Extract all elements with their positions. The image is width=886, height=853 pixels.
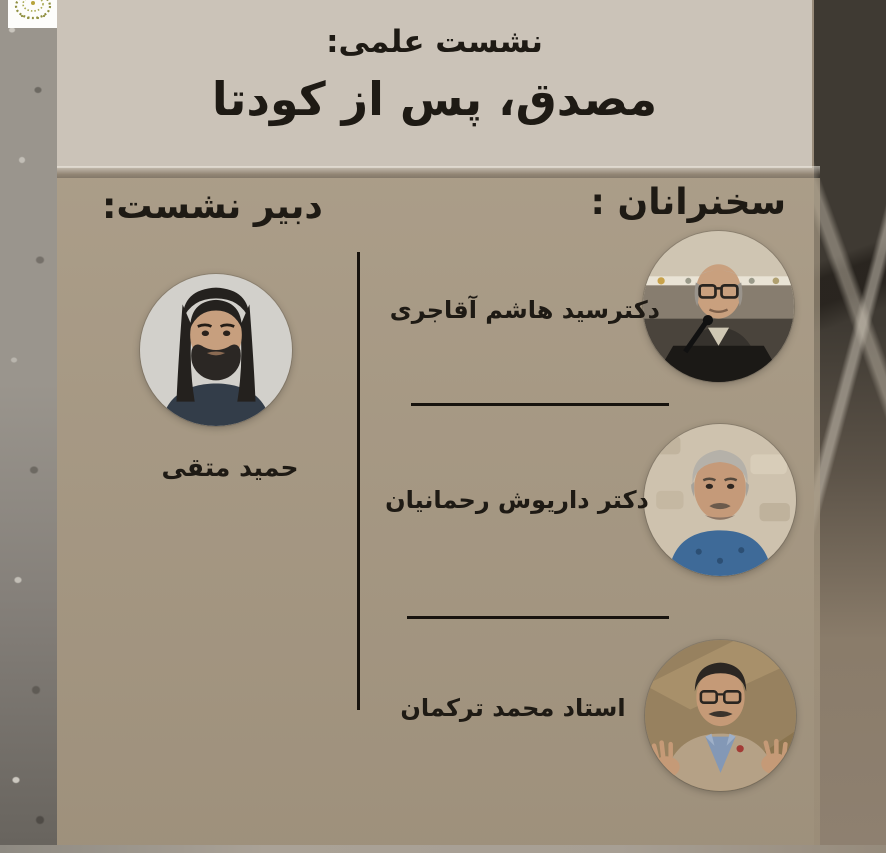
speaker-name-aghajari: دکترسید هاشم آقاجری — [389, 296, 660, 324]
background-bottom-strip — [0, 845, 886, 853]
speaker-photo-aghajari — [643, 231, 794, 382]
speaker-avatar-gesturing-icon — [645, 640, 796, 791]
speaker-photo-rahmanian — [644, 424, 796, 576]
institution-emblem-logo — [8, 0, 57, 28]
secretary-heading: دبیر نشست: — [102, 186, 323, 227]
speakers-heading: سخنرانان : — [590, 182, 786, 223]
background-branches-strip — [814, 0, 886, 853]
secretary-photo-mottaqi — [140, 274, 292, 426]
speaker-name-torkaman: استاد محمد ترکمان — [400, 694, 626, 722]
secretary-name-mottaqi: حمید متقی — [161, 453, 299, 482]
speaker-photo-torkaman — [645, 640, 796, 791]
speaker-name-rahmanian: دکتر داریوش رحمانیان — [385, 486, 649, 514]
speaker-separator-2 — [407, 616, 669, 619]
speaker-avatar-podium-icon — [643, 231, 794, 382]
speaker-avatar-stonewall-icon — [644, 424, 796, 576]
background-gravel-strip — [0, 0, 57, 853]
panel-seam — [57, 166, 820, 178]
session-kicker: نشست علمی: — [326, 24, 543, 60]
speaker-separator-1 — [411, 403, 669, 406]
vertical-divider — [357, 252, 360, 710]
session-title: مصدق، پس از کودتا — [211, 72, 658, 126]
secretary-avatar-icon — [140, 274, 292, 426]
laurel-emblem-icon — [8, 0, 57, 28]
